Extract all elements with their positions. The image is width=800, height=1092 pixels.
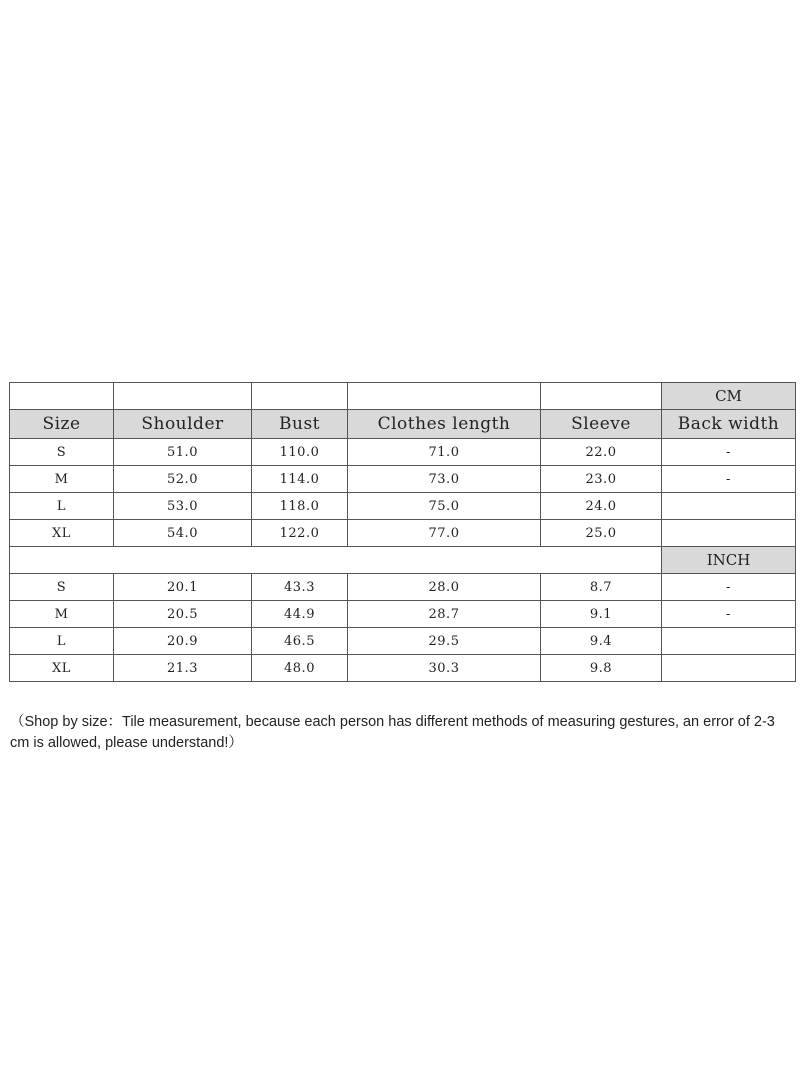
clothes-length-cell: 73.0 [348,466,541,493]
bust-cell: 118.0 [252,493,348,520]
back-width-cell: - [662,574,796,601]
table-row [10,628,796,655]
back-width-cell: - [662,439,796,466]
bust-cell: 48.0 [252,655,348,682]
table-row [10,601,796,628]
shoulder-cell: 21.3 [114,655,252,682]
header-clothes-length: Clothes length [348,410,541,439]
unit-label-row-inch [10,547,796,574]
size-cell: XL [10,520,114,547]
empty-cell [252,383,348,410]
bust-cell: 122.0 [252,520,348,547]
sleeve-cell: 8.7 [541,574,662,601]
bust-cell: 46.5 [252,628,348,655]
empty-cell [348,383,541,410]
shoulder-cell: 52.0 [114,466,252,493]
header-sleeve: Sleeve [541,410,662,439]
unit-label-cm: CM [662,383,796,410]
shoulder-cell: 20.5 [114,601,252,628]
bust-cell: 110.0 [252,439,348,466]
size-cell: L [10,493,114,520]
back-width-cell: - [662,601,796,628]
shoulder-cell: 51.0 [114,439,252,466]
clothes-length-cell: 28.0 [348,574,541,601]
measurement-note: （Shop by size：Tile measurement, because each person has different methods of measuring gestures, an error of 2-3 cm is allowed, please understand!） [10,714,775,751]
size-chart-table [9,382,796,682]
sleeve-cell: 25.0 [541,520,662,547]
table-row [10,493,796,520]
bust-cell: 43.3 [252,574,348,601]
header-back-width: Back width [662,410,796,439]
back-width-cell [662,520,796,547]
bust-cell: 44.9 [252,601,348,628]
back-width-cell [662,493,796,520]
clothes-length-cell: 75.0 [348,493,541,520]
empty-cell [541,383,662,410]
header-size: Size [10,410,114,439]
size-cell: S [10,439,114,466]
shoulder-cell: 53.0 [114,493,252,520]
clothes-length-cell: 28.7 [348,601,541,628]
table-row [10,520,796,547]
clothes-length-cell: 29.5 [348,628,541,655]
sleeve-cell: 9.1 [541,601,662,628]
back-width-cell: - [662,466,796,493]
size-cell: S [10,574,114,601]
clothes-length-cell: 30.3 [348,655,541,682]
header-row [10,410,796,439]
unit-label-inch: INCH [662,547,796,574]
header-shoulder: Shoulder [114,410,252,439]
header-bust: Bust [252,410,348,439]
empty-merged-cell [10,547,662,574]
back-width-cell [662,628,796,655]
clothes-length-cell: 71.0 [348,439,541,466]
table-row [10,574,796,601]
unit-label-row-cm [10,383,796,410]
table-row [10,466,796,493]
sleeve-cell: 23.0 [541,466,662,493]
table-row [10,439,796,466]
sleeve-cell: 22.0 [541,439,662,466]
empty-cell [114,383,252,410]
sleeve-cell: 24.0 [541,493,662,520]
size-cell: M [10,466,114,493]
table-row [10,655,796,682]
size-cell: XL [10,655,114,682]
sleeve-cell: 9.4 [541,628,662,655]
back-width-cell [662,655,796,682]
size-cell: M [10,601,114,628]
shoulder-cell: 54.0 [114,520,252,547]
shoulder-cell: 20.9 [114,628,252,655]
bust-cell: 114.0 [252,466,348,493]
clothes-length-cell: 77.0 [348,520,541,547]
shoulder-cell: 20.1 [114,574,252,601]
sleeve-cell: 9.8 [541,655,662,682]
size-cell: L [10,628,114,655]
empty-cell [10,383,114,410]
